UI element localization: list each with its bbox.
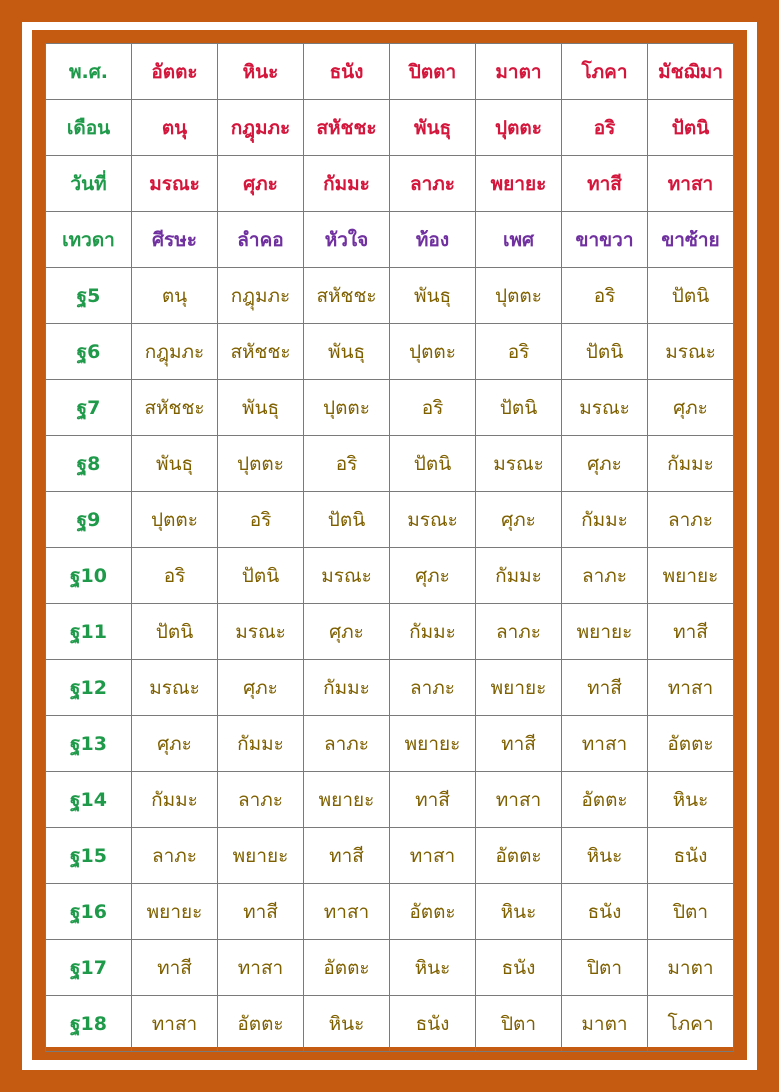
table-row xyxy=(46,996,734,1052)
table-cell: หินะ xyxy=(476,884,562,940)
row-label: ฐ10 xyxy=(46,548,132,604)
table-row xyxy=(46,828,734,884)
table-cell: กัมมะ xyxy=(304,660,390,716)
table-row xyxy=(46,884,734,940)
table-cell: ปุตตะ xyxy=(390,324,476,380)
header-row xyxy=(46,100,734,156)
table-cell: ทาสา xyxy=(476,772,562,828)
header-cell: มัชฌิมา xyxy=(648,44,734,100)
header-cell: พยายะ xyxy=(476,156,562,212)
table-cell: ลาภะ xyxy=(132,828,218,884)
table-cell: หินะ xyxy=(390,940,476,996)
header-cell: ขาขวา xyxy=(562,212,648,268)
row-label: ฐ18 xyxy=(46,996,132,1052)
table-cell: ปุตตะ xyxy=(218,436,304,492)
header-cell: หัวใจ xyxy=(304,212,390,268)
header-cell: ทาสี xyxy=(562,156,648,212)
table-cell: พยายะ xyxy=(132,884,218,940)
table-cell: ลาภะ xyxy=(390,660,476,716)
table-cell: ปัตนิ xyxy=(562,324,648,380)
header-cell: อริ xyxy=(562,100,648,156)
table-cell: ลาภะ xyxy=(648,492,734,548)
header-cell: เพศ xyxy=(476,212,562,268)
table-cell: หินะ xyxy=(648,772,734,828)
table-cell: อัตตะ xyxy=(648,716,734,772)
table-cell: ทาสา xyxy=(562,716,648,772)
row-label: ฐ16 xyxy=(46,884,132,940)
table-row xyxy=(46,380,734,436)
table-cell: กัมมะ xyxy=(390,604,476,660)
header-cell: สหัชชะ xyxy=(304,100,390,156)
row-label: พ.ศ. xyxy=(46,44,132,100)
table-cell: กัมมะ xyxy=(218,716,304,772)
row-label: ฐ17 xyxy=(46,940,132,996)
table-cell: อริ xyxy=(562,268,648,324)
table-row xyxy=(46,716,734,772)
table-cell: สหัชชะ xyxy=(218,324,304,380)
header-cell: ขาซ้าย xyxy=(648,212,734,268)
row-label: เดือน xyxy=(46,100,132,156)
table-cell: ทาสี xyxy=(562,660,648,716)
table-cell: พันธุ xyxy=(218,380,304,436)
table-cell: ทาสา xyxy=(218,940,304,996)
table-cell: ศุภะ xyxy=(304,604,390,660)
table-cell: พยายะ xyxy=(562,604,648,660)
row-label: ฐ9 xyxy=(46,492,132,548)
row-label: ฐ7 xyxy=(46,380,132,436)
table-cell: ทาสา xyxy=(304,884,390,940)
header-cell: มาตา xyxy=(476,44,562,100)
table-cell: อัตตะ xyxy=(390,884,476,940)
table-cell: กฎุมภะ xyxy=(132,324,218,380)
table-cell: ปัตนิ xyxy=(132,604,218,660)
header-cell: อัตตะ xyxy=(132,44,218,100)
table-cell: ทาสา xyxy=(132,996,218,1052)
table-row xyxy=(46,324,734,380)
table-cell: สหัชชะ xyxy=(304,268,390,324)
table-cell: พยายะ xyxy=(476,660,562,716)
table-cell: ตนุ xyxy=(132,268,218,324)
header-cell: ตนุ xyxy=(132,100,218,156)
table-cell: หินะ xyxy=(304,996,390,1052)
table-cell: ลาภะ xyxy=(476,604,562,660)
table-cell: ธนัง xyxy=(648,828,734,884)
table-cell: พันธุ xyxy=(304,324,390,380)
table-cell: อริ xyxy=(218,492,304,548)
table-cell: ทาสา xyxy=(390,828,476,884)
table-cell: ทาสี xyxy=(218,884,304,940)
table-cell: พยายะ xyxy=(390,716,476,772)
table-cell: ปิตา xyxy=(648,884,734,940)
table-cell: อริ xyxy=(304,436,390,492)
header-cell: ปิตตา xyxy=(390,44,476,100)
table-cell: ลาภะ xyxy=(562,548,648,604)
table-cell: ปัตนิ xyxy=(390,436,476,492)
table-cell: ธนัง xyxy=(562,884,648,940)
table-cell: กัมมะ xyxy=(648,436,734,492)
table-cell: ปิตา xyxy=(562,940,648,996)
table-row xyxy=(46,436,734,492)
header-cell: ลาภะ xyxy=(390,156,476,212)
table-cell: มรณะ xyxy=(648,324,734,380)
table-cell: กฎุมภะ xyxy=(218,268,304,324)
table-cell: พันธุ xyxy=(390,268,476,324)
table-cell: ปุตตะ xyxy=(132,492,218,548)
header-row xyxy=(46,156,734,212)
table-cell: ทาสี xyxy=(304,828,390,884)
table-cell: ทาสี xyxy=(648,604,734,660)
table-cell: พยายะ xyxy=(218,828,304,884)
table-cell: อัตตะ xyxy=(304,940,390,996)
header-cell: กัมมะ xyxy=(304,156,390,212)
table-cell: อัตตะ xyxy=(476,828,562,884)
table-cell: ลาภะ xyxy=(304,716,390,772)
header-cell: ท้อง xyxy=(390,212,476,268)
row-label: วันที่ xyxy=(46,156,132,212)
table-cell: มาตา xyxy=(648,940,734,996)
table-cell: ทาสา xyxy=(648,660,734,716)
table-cell: ศุภะ xyxy=(648,380,734,436)
table-cell: อริ xyxy=(390,380,476,436)
row-label: ฐ13 xyxy=(46,716,132,772)
header-cell: พันธุ xyxy=(390,100,476,156)
row-label: ฐ15 xyxy=(46,828,132,884)
table-row xyxy=(46,660,734,716)
table-cell: กัมมะ xyxy=(562,492,648,548)
table-cell: ลาภะ xyxy=(218,772,304,828)
table-cell: อัตตะ xyxy=(218,996,304,1052)
table-cell: ทาสี xyxy=(476,716,562,772)
table-cell: ธนัง xyxy=(476,940,562,996)
table-cell: ศุภะ xyxy=(390,548,476,604)
table-cell: หินะ xyxy=(562,828,648,884)
table-cell: มรณะ xyxy=(218,604,304,660)
table-cell: ศุภะ xyxy=(476,492,562,548)
header-cell: ปัตนิ xyxy=(648,100,734,156)
header-cell: ศีรษะ xyxy=(132,212,218,268)
table-cell: มรณะ xyxy=(132,660,218,716)
table-cell: ปัตนิ xyxy=(304,492,390,548)
table-cell: มรณะ xyxy=(304,548,390,604)
table-cell: อริ xyxy=(476,324,562,380)
table-row xyxy=(46,604,734,660)
table-cell: มาตา xyxy=(562,996,648,1052)
table-cell: พยายะ xyxy=(648,548,734,604)
header-row xyxy=(46,44,734,100)
table-row xyxy=(46,940,734,996)
table-cell: ธนัง xyxy=(390,996,476,1052)
table-cell: โภคา xyxy=(648,996,734,1052)
table-cell: พันธุ xyxy=(132,436,218,492)
header-row xyxy=(46,212,734,268)
row-label: ฐ8 xyxy=(46,436,132,492)
astrology-table xyxy=(45,43,734,1052)
table-cell: ศุภะ xyxy=(132,716,218,772)
table-cell: มรณะ xyxy=(390,492,476,548)
table-cell: ศุภะ xyxy=(218,660,304,716)
table-row xyxy=(46,548,734,604)
table-cell: มรณะ xyxy=(562,380,648,436)
table-cell: ปัตนิ xyxy=(476,380,562,436)
row-label: ฐ11 xyxy=(46,604,132,660)
table-body xyxy=(46,44,734,1052)
table-row xyxy=(46,772,734,828)
table-cell: ปุตตะ xyxy=(304,380,390,436)
header-cell: กฎุมภะ xyxy=(218,100,304,156)
table-cell: สหัชชะ xyxy=(132,380,218,436)
row-label: ฐ12 xyxy=(46,660,132,716)
row-label: เทวดา xyxy=(46,212,132,268)
table-cell: ปัตนิ xyxy=(218,548,304,604)
table-cell: กัมมะ xyxy=(132,772,218,828)
header-cell: มรณะ xyxy=(132,156,218,212)
table-cell: อัตตะ xyxy=(562,772,648,828)
header-cell: ธนัง xyxy=(304,44,390,100)
header-cell: ปุตตะ xyxy=(476,100,562,156)
header-cell: โภคา xyxy=(562,44,648,100)
table-cell: ศุภะ xyxy=(562,436,648,492)
table-cell: ทาสี xyxy=(390,772,476,828)
astrology-table-container xyxy=(45,43,734,1047)
table-cell: มรณะ xyxy=(476,436,562,492)
table-cell: ปิตา xyxy=(476,996,562,1052)
table-cell: ปัตนิ xyxy=(648,268,734,324)
row-label: ฐ6 xyxy=(46,324,132,380)
table-cell: กัมมะ xyxy=(476,548,562,604)
table-row xyxy=(46,268,734,324)
row-label: ฐ14 xyxy=(46,772,132,828)
table-cell: ทาสี xyxy=(132,940,218,996)
header-cell: หินะ xyxy=(218,44,304,100)
header-cell: ศุภะ xyxy=(218,156,304,212)
table-cell: อริ xyxy=(132,548,218,604)
header-cell: ลำคอ xyxy=(218,212,304,268)
table-cell: พยายะ xyxy=(304,772,390,828)
row-label: ฐ5 xyxy=(46,268,132,324)
table-cell: ปุตตะ xyxy=(476,268,562,324)
header-cell: ทาสา xyxy=(648,156,734,212)
table-row xyxy=(46,492,734,548)
